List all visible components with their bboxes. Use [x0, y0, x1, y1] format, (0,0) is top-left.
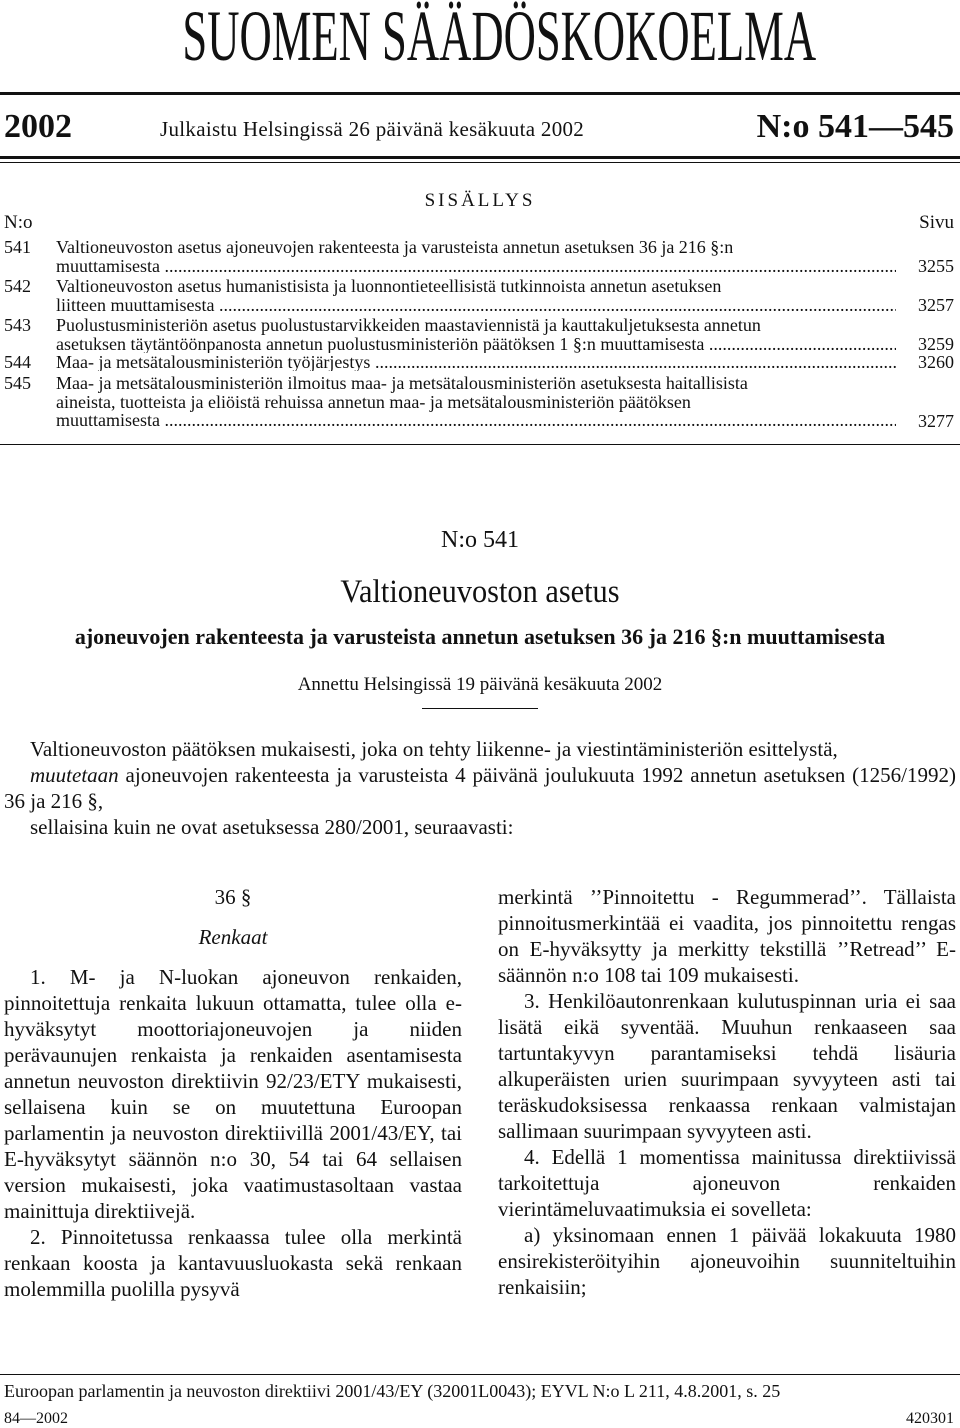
footer-left-code: 84—2002	[4, 1410, 68, 1427]
toc-entry-text: Valtioneuvoston asetus humanistisista ja luonnontieteellisistä tutkinnoista annetun asetuksen	[56, 276, 722, 296]
paragraph-2-start: 2. Pinnoitetussa renkaassa tulee olla merkintä renkaan koosta ja kantavuusluokasta sekä renkaan molemmilla puolilla pysyvä	[4, 1225, 462, 1301]
toc-entry-text-last: muuttamisesta .....	[56, 257, 896, 275]
act-number: N:o 541	[441, 527, 519, 553]
act-date: Annettu Helsingissä 19 päivänä kesäkuuta 2002	[297, 674, 663, 695]
header-rule-thick	[0, 156, 960, 159]
paragraph-1: 1. M- ja N-luokan ajoneuvon renkaiden, pinnoitettuja renkaita lukuun ottamatta, tulee olla e-hyväksytyt moottoriajoneuvojen ja niiden perävaunujen renkaista ja renkaiden asentamisesta annetun neuvoston direktiivin 92/23/ETY mukaisesti, sellaisena kuin se on muutettuna Euroopan parlamentin ja neuvoston direktiivillä 2001/43/EY, tai E-hyväksytyt säännön n:o 30, 54 tai 64 sellaisen version mukaisesti, joka vaatimustasoltaan vastaa mainittuja direktiivejä.	[4, 965, 462, 1223]
toc-entry-text-last: asetuksen täytäntöönpanosta annetun puolustusministeriön päätöksen 1 §:n muuttamisesta .....	[56, 335, 896, 353]
toc-entry-page: 3257	[918, 295, 954, 315]
act-title: Valtioneuvoston asetus	[340, 574, 620, 610]
left-column	[4, 884, 462, 1302]
right-column	[498, 884, 956, 1300]
paragraph-4: 4. Edellä 1 momentissa mainitussa direktiivissä tarkoitettuja ajoneuvon renkaiden vierintämeluvaatimuksia ei sovelleta:	[498, 1145, 956, 1221]
toc-entry-page: 3277	[918, 411, 954, 431]
toc-entry-number: 544	[4, 352, 31, 372]
masthead-rule	[0, 92, 960, 95]
footnote: Euroopan parlamentin ja neuvoston direktiivi 2001/43/EY (32001L0043); EYVL N:o L 211, 4.8.2001, s. 25	[4, 1381, 781, 1401]
issue-year: 2002	[4, 108, 72, 145]
masthead-title: SUOMEN SÄÄDÖSKOKOELMA	[182, 0, 817, 76]
section-title: Renkaat	[198, 925, 268, 949]
section-number: 36 §	[214, 885, 252, 909]
preamble	[4, 736, 956, 840]
toc-entry-page: 3260	[918, 352, 954, 372]
issue-numbers: N:o 541—545	[756, 108, 954, 145]
toc-entry-text: aineista, tuotteista ja eliöistä rehuissa annetun maa- ja metsätalousministeriön päätöksen	[56, 391, 691, 412]
toc-entry-text-last: muuttamisesta .....	[56, 411, 896, 429]
toc-title: SISÄLLYS	[424, 190, 536, 211]
publication-date: Julkaistu Helsingissä 26 päivänä kesäkuuta 2002	[160, 117, 585, 141]
footnote-rule	[0, 1374, 960, 1375]
amend-text: ajoneuvojen rakenteesta ja varusteista 4 päivänä joulukuuta 1992 annetun asetuksen (1256/1992) 36 ja 216 §,	[4, 763, 956, 813]
toc-bottom-rule	[0, 444, 960, 445]
paragraph-4a: a) yksinomaan ennen 1 päivää lokakuuta 1980 ensirekisteröityihin ajoneuvoihin suunniteltuihin renkaisiin;	[498, 1223, 956, 1299]
toc-entry-text-last: Maa- ja metsätalousministeriön työjärjestys .....	[56, 353, 896, 371]
act-subtitle: ajoneuvojen rakenteesta ja varusteista annetun asetuksen 36 ja 216 §:n muuttamisesta	[74, 624, 886, 649]
toc-col-page: Sivu	[919, 212, 954, 233]
preamble-intro: Valtioneuvoston päätöksen mukaisesti, joka on tehty liikenne- ja viestintäministeriön esittelystä,	[30, 737, 838, 761]
toc-entry-text: Maa- ja metsätalousministeriön ilmoitus maa- ja metsätalousministeriön asetuksesta haitallisista	[56, 373, 748, 393]
paragraph-2-continuation: merkintä ’’Pinnoitettu - Regummerad’’. Tällaista pinnoitusmerkintää ei vaadita, jos pinnoitettu rengas on E-hyväksytty ja merkitty tekstillä ’’Retread’’ E-säännön n:o 108 tai 109 mukaisesti.	[498, 885, 956, 987]
footer-right-code: 420301	[906, 1410, 954, 1427]
heading-divider	[422, 708, 538, 709]
toc-entry-number: 545	[4, 373, 31, 393]
toc-entry-page: 3255	[918, 256, 954, 276]
toc-entry-text-last: liitteen muuttamisesta .....	[56, 296, 896, 314]
amend-keyword: muutetaan	[30, 763, 119, 787]
toc-entry-number: 543	[4, 315, 31, 335]
toc-col-number: N:o	[4, 212, 33, 233]
toc-entry-number: 542	[4, 276, 31, 296]
paragraph-3: 3. Henkilöautonrenkaan kulutuspinnan uria ei saa lisätä eikä syventää. Muuhun renkaaseen saa tartuntakyvyn parantamiseksi tehdä lisäuria alkuperäisten urien suurimpaan syvyyteen asti tai teräskudoksisessa renkaassa renkaan valmistajan sallimaan suurimpaan syvyyteen asti.	[498, 989, 956, 1143]
toc-entry-page: 3259	[918, 334, 954, 354]
preamble-tail: sellaisina kuin ne ovat asetuksessa 280/2001, seuraavasti:	[30, 815, 514, 839]
preamble-amendment	[4, 762, 956, 814]
toc-entry-text: Puolustusministeriön asetus puolustustarvikkeiden maastaviennistä ja kauttakuljetuksesta annetun	[56, 315, 761, 335]
toc-entry-number: 541	[4, 237, 31, 257]
toc-entry-text: Valtioneuvoston asetus ajoneuvojen rakenteesta ja varusteista annetun asetuksen 36 ja 216 §:n	[56, 237, 734, 257]
header-rule-thin	[0, 162, 960, 163]
